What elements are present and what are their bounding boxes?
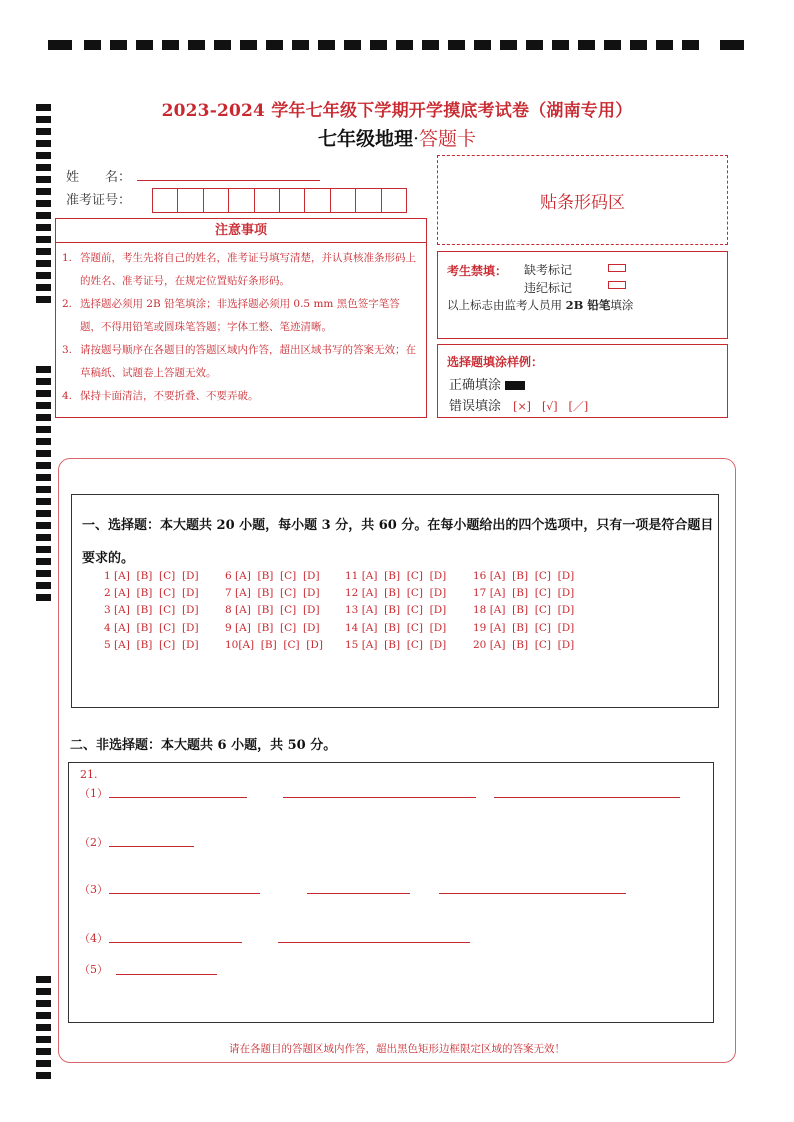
ban-note [447, 297, 633, 313]
note-item [62, 293, 420, 339]
answer-line[interactable] [109, 942, 242, 943]
barcode-area [437, 155, 728, 245]
correct-fill-row [449, 374, 525, 393]
section2-title: 二、非选择题：本大题共 6 小题，共 50 分。 [70, 738, 337, 753]
note-text: 答题前，考生先将自己的姓名，准考证号填写清楚，并认真核准条形码上的姓名、准考证号，在规定位置贴好条形码。 [80, 252, 416, 287]
answer-card-label: 答题卡 [419, 128, 477, 150]
id-digit-box[interactable] [228, 188, 254, 213]
answer-line[interactable] [109, 846, 194, 847]
sub-question-4-label: （4） [79, 932, 108, 945]
exam-title: 2023-2024 学年七年级下学期开学摸底考试卷（湖南专用） [161, 101, 633, 121]
id-digit-box[interactable] [330, 188, 356, 213]
footer-warning: 请在各题目的答题区域内作答，超出黑色矩形边框限定区域的答案无效！ [229, 1043, 565, 1055]
exam-id-boxes[interactable] [152, 188, 406, 213]
id-digit-box[interactable] [279, 188, 305, 213]
note-number: 4. [62, 390, 73, 402]
note-item [62, 247, 420, 293]
ban-note-text-end: 填涂 [610, 298, 634, 312]
choice-column-4[interactable]: 16 [A] [B] [C] [D] 17 [A] [B] [C] [D] 18 [A] [B] [C] [D] 19 [A] [B] [C] [D] 20 [A] [B] [C] [D] [473, 570, 575, 651]
multiple-choice-section [71, 494, 719, 708]
question-21-number: 21. [80, 768, 98, 781]
sub-question-3-label: （3） [79, 883, 108, 896]
fill-sample-box [437, 344, 728, 418]
filled-mark-icon [505, 381, 525, 390]
choice-column-3[interactable]: 11 [A] [B] [C] [D] 12 [A] [B] [C] [D] 13 [A] [B] [C] [D] 14 [A] [B] [C] [D] 15 [A] [B] [C] [D] [345, 570, 447, 651]
violation-label: 违纪标记 [524, 281, 573, 295]
ban-note-bold: 2B 铅笔 [565, 298, 611, 312]
correct-fill-label: 正确填涂 [449, 378, 502, 393]
name-label: 姓 名： [66, 170, 132, 185]
ban-note-text: 以上标志由监考人员用 [447, 298, 566, 312]
sample-label: 选择题填涂样例： [447, 355, 544, 369]
answer-line[interactable] [116, 974, 217, 975]
note-text: 保持卡面清洁，不要折叠、不要弄破。 [80, 390, 259, 402]
notes-title: 注意事项 [56, 219, 426, 243]
note-number: 1. [62, 252, 73, 264]
top-timing-marks [48, 38, 748, 52]
id-digit-box[interactable] [254, 188, 280, 213]
answer-line[interactable] [109, 797, 247, 798]
note-number: 3. [62, 344, 73, 356]
id-digit-box[interactable] [152, 188, 178, 213]
id-digit-box[interactable] [177, 188, 203, 213]
answer-line[interactable] [278, 942, 470, 943]
wrong-fill-marks: [×] [√] [／] [513, 400, 589, 413]
answer-line[interactable] [283, 797, 476, 798]
id-digit-box[interactable] [304, 188, 330, 213]
examiner-only-box [437, 251, 728, 339]
note-number: 2. [62, 298, 73, 310]
wrong-fill-row [449, 395, 588, 414]
violation-mark-box[interactable] [608, 281, 626, 289]
section1-description: 一、选择题：本大题共 20 小题，每小题 3 分，共 60 分。在每小题给出的四个选项中，只有一项是符合题目要求的。 [82, 518, 714, 566]
choice-column-2[interactable]: 6 [A] [B] [C] [D] 7 [A] [B] [C] [D] 8 [A] [B] [C] [D] 9 [A] [B] [C] [D] 10[A] [B] [C] [D] [225, 570, 323, 651]
sub-question-2-label: （2） [79, 836, 108, 849]
id-digit-box[interactable] [203, 188, 229, 213]
id-label: 准考证号： [66, 193, 132, 208]
answer-line[interactable] [109, 893, 260, 894]
sub-question-1-label: （1） [79, 787, 108, 800]
note-item [62, 339, 420, 385]
answer-line[interactable] [494, 797, 680, 798]
id-digit-box[interactable] [355, 188, 381, 213]
note-text: 选择题必须用 2B 铅笔填涂；非选择题必须用 0.5 mm 黑色签字笔答题，不得用铅笔或圆珠笔答题；字体工整、笔迹清晰。 [80, 298, 400, 333]
id-digit-box[interactable] [381, 188, 407, 213]
choice-column-1[interactable]: 1 [A] [B] [C] [D] 2 [A] [B] [C] [D] 3 [A] [B] [C] [D] 4 [A] [B] [C] [D] 5 [A] [B] [C] [D] [104, 570, 199, 651]
answer-line[interactable] [307, 893, 410, 894]
note-text: 请按题号顺序在各题目的答题区域内作答，超出区域书写的答案无效；在草稿纸、试题卷上答题无效。 [80, 344, 416, 379]
absent-mark-box[interactable] [608, 264, 626, 272]
note-item [62, 385, 420, 408]
sub-question-5-label: （5） [79, 963, 108, 976]
subtitle-separator: · [412, 128, 420, 150]
answer-line[interactable] [439, 893, 626, 894]
ban-label: 考生禁填： [447, 264, 508, 278]
barcode-label: 贴条形码区 [540, 192, 625, 213]
notes-box [55, 218, 427, 418]
wrong-fill-label: 错误填涂 [449, 399, 502, 414]
card-subtitle [0, 124, 794, 151]
name-field[interactable] [137, 180, 320, 181]
subject-label: 七年级地理 [317, 128, 413, 150]
absent-label: 缺考标记 [524, 263, 573, 277]
